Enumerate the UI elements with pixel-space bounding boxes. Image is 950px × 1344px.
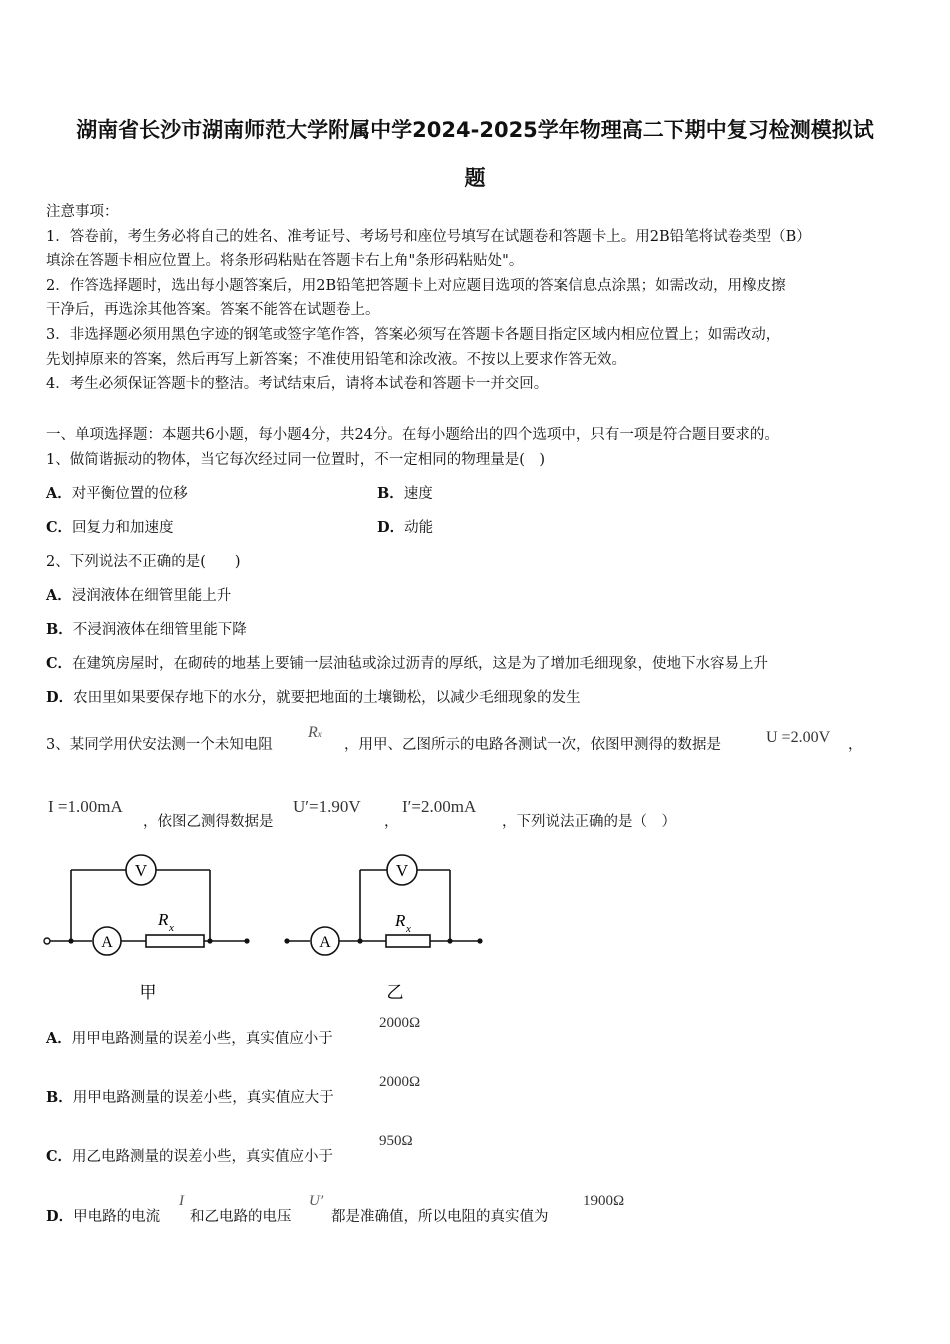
- notice-line: 填涂在答题卡相应位置上。将条形码粘贴在答题卡右上角"条形码粘贴处"。: [46, 253, 524, 269]
- option-c-value: 950Ω: [379, 1133, 413, 1149]
- option-text: 用甲电路测量的误差小些，真实值应小于: [71, 1031, 333, 1047]
- option-d-text3: 都是准确值，所以电阻的真实值为: [331, 1209, 549, 1225]
- option-letter: B．: [377, 485, 404, 502]
- resistor-label: R: [395, 911, 406, 930]
- u-value: U =2.00V: [766, 729, 831, 746]
- option-b[interactable]: [46, 1086, 334, 1110]
- voltmeter-label: V: [395, 861, 409, 880]
- junction-dot: [68, 938, 73, 943]
- voltage-symbol: U′: [309, 1193, 324, 1209]
- option-text: 用甲电路测量的误差小些，真实值应大于: [72, 1090, 334, 1106]
- section-heading: 一、单项选择题：本题共6小题，每小题4分，共24分。在每小题给出的四个选项中，只有一项是符合题目要求的。: [46, 427, 779, 443]
- option-letter: D．: [46, 689, 74, 706]
- option-text: 用乙电路测量的误差小些，真实值应小于: [72, 1149, 334, 1165]
- question-stem: 1、做简谐振动的物体，当它每次经过同一位置时，不一定相同的物理量是( ): [46, 452, 546, 468]
- option-a-value: 2000Ω: [379, 1015, 421, 1031]
- option-b[interactable]: [377, 482, 433, 506]
- option-text: 动能: [404, 520, 434, 536]
- option-a[interactable]: [46, 482, 188, 506]
- page-title: 湖南省长沙市湖南师范大学附属中学2024-2025学年物理高二下期中复习检测模拟试: [76, 118, 874, 142]
- option-d-value: 1900Ω: [583, 1193, 625, 1209]
- notice-line: 先划掉原来的答案，然后再写上新答案；不准使用铅笔和涂改液。不按以上要求作答无效。: [46, 352, 626, 368]
- question-stem: 2、下列说法不正确的是( ): [46, 554, 241, 570]
- option-letter: A．: [46, 1030, 72, 1047]
- option-text: 浸润液体在细管里能上升: [71, 588, 232, 604]
- option-c[interactable]: [46, 516, 174, 540]
- option-letter: C．: [46, 519, 73, 536]
- circuit-label-left: 甲: [139, 983, 157, 1003]
- option-text: 在建筑房屋时，在砌砖的地基上要铺一层油毡或涂过沥青的厚纸，这是为了增加毛细现象，使地下水容易上升: [72, 656, 769, 672]
- question-stem-part3: ，依图乙测得数据是: [143, 814, 274, 830]
- current-symbol: I: [179, 1193, 184, 1209]
- notice-heading: 注意事项：: [46, 204, 119, 220]
- option-c[interactable]: [46, 1145, 333, 1169]
- notice-line: 4．考生必须保证答题卡的整洁。考试结束后，请将本试卷和答题卡一并交回。: [46, 376, 549, 392]
- option-d[interactable]: [46, 686, 581, 710]
- notice-line: 3．非选择题必须用黑色字迹的钢笔或签字笔作答，答案必须写在答题卡各题目指定区域内相应位置上；如需改动，: [46, 327, 781, 343]
- option-letter: D．: [46, 1208, 74, 1225]
- terminal-open: [44, 938, 50, 944]
- circuit-diagrams: [40, 850, 500, 1010]
- option-letter: C．: [46, 1148, 73, 1165]
- junction-dot: [207, 938, 212, 943]
- i2-value: I′=2.00mA: [402, 797, 477, 816]
- option-d[interactable]: [46, 1205, 160, 1229]
- notice-line: 1．答卷前，考生务必将自己的姓名、准考证号、考场号和座位号填写在试题卷和答题卡上。用2B铅笔将试卷类型（B）: [46, 229, 811, 245]
- option-b-value: 2000Ω: [379, 1074, 421, 1090]
- question-stem-part2: ，用甲、乙图所示的电路各测试一次，依图甲测得的数据是: [344, 737, 721, 753]
- option-letter: C．: [46, 655, 73, 672]
- u2-value: U′=1.90V: [293, 797, 361, 816]
- option-letter: A．: [46, 587, 72, 604]
- option-c[interactable]: [46, 652, 768, 676]
- option-letter: D．: [377, 519, 405, 536]
- resistor-subscript: x: [406, 923, 411, 935]
- circuit-label-right: 乙: [386, 983, 404, 1003]
- resistor-label: R: [158, 910, 169, 929]
- comma: ，: [848, 737, 863, 753]
- rx-symbol: Rx: [308, 724, 322, 741]
- page-title-continuation: 题: [464, 166, 486, 190]
- option-text: 速度: [403, 486, 433, 502]
- comma: ，: [384, 814, 399, 830]
- option-letter: A．: [46, 485, 72, 502]
- resistor-subscript: x: [169, 922, 174, 934]
- option-letter: B．: [46, 1089, 73, 1106]
- option-text: 甲电路的电流: [73, 1209, 161, 1225]
- option-text: 对平衡位置的位移: [71, 486, 188, 502]
- option-a[interactable]: [46, 1027, 333, 1051]
- terminal-dot: [244, 938, 249, 943]
- ammeter-label: A: [101, 934, 113, 951]
- option-text: 农田里如果要保存地下的水分，就要把地面的土壤锄松，以减少毛细现象的发生: [73, 690, 581, 706]
- option-text: 回复力和加速度: [72, 520, 174, 536]
- option-b[interactable]: [46, 618, 247, 642]
- junction-dot: [447, 938, 452, 943]
- notice-line: 2．作答选择题时，选出每小题答案后，用2B铅笔把答题卡上对应题目选项的答案信息点涂黑；如需改动，用橡皮擦: [46, 278, 786, 294]
- junction-dot: [357, 938, 362, 943]
- terminal-dot: [477, 938, 482, 943]
- option-d-text2: 和乙电路的电压: [190, 1209, 292, 1225]
- option-a[interactable]: [46, 584, 231, 608]
- ammeter-label: A: [319, 934, 331, 951]
- voltmeter-label: V: [134, 861, 148, 880]
- notice-line: 干净后，再选涂其他答案。答案不能答在试题卷上。: [46, 302, 380, 318]
- option-d[interactable]: [377, 516, 433, 540]
- option-text: 不浸润液体在细管里能下降: [72, 622, 247, 638]
- question-stem-part4: ，下列说法正确的是（ ）: [502, 814, 676, 830]
- terminal-dot: [284, 938, 289, 943]
- i-value: I =1.00mA: [48, 797, 123, 816]
- question-stem-part1: 3、某同学用伏安法测一个未知电阻: [46, 737, 273, 753]
- option-letter: B．: [46, 621, 73, 638]
